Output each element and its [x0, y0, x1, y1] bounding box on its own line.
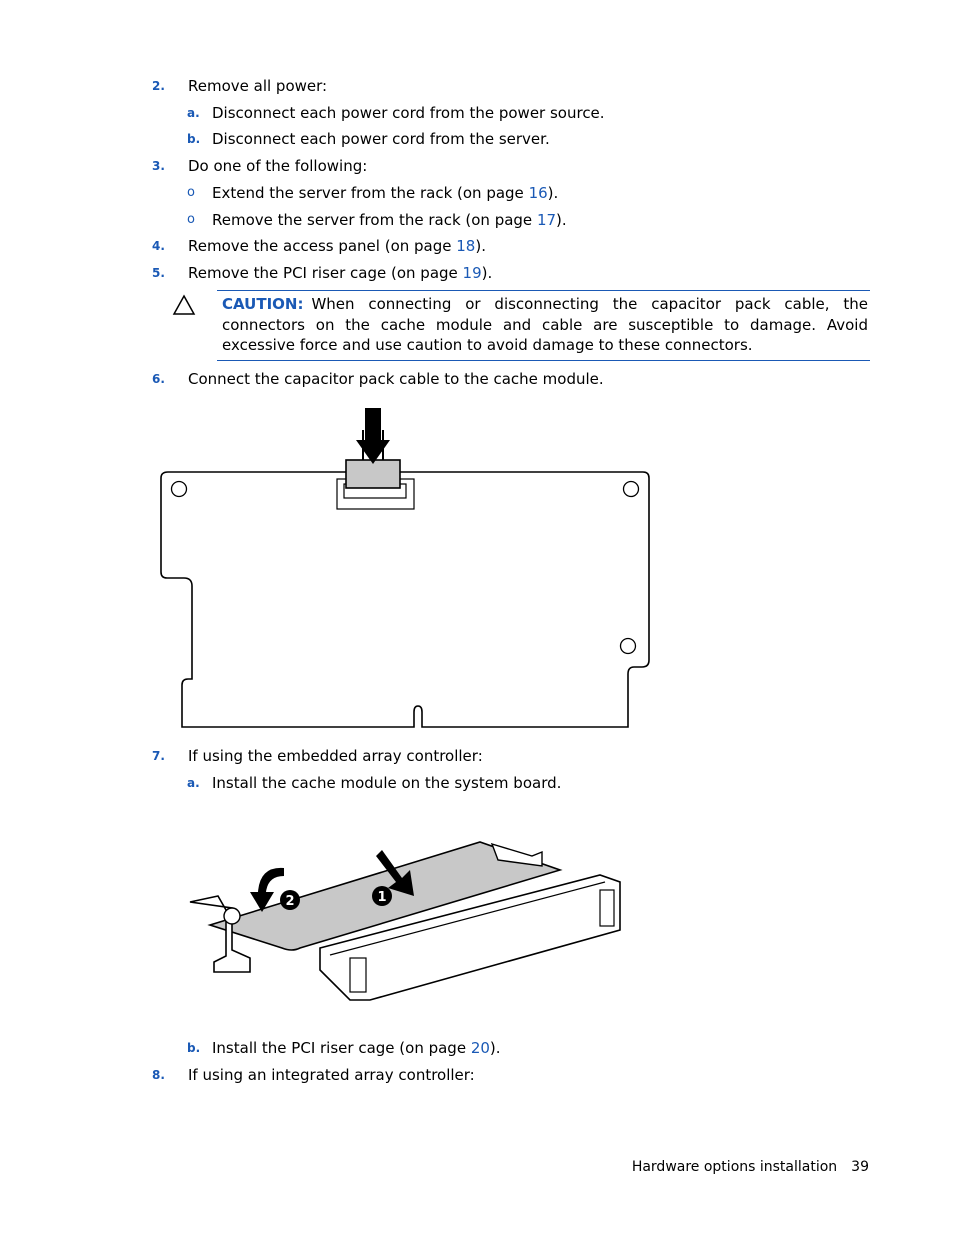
step-number: 6. [152, 372, 165, 386]
page-link[interactable]: 20 [470, 1039, 490, 1057]
caution-label: CAUTION: [222, 295, 304, 313]
arrow-down-icon [356, 408, 390, 464]
mounting-hole [621, 639, 636, 654]
step-number: 8. [152, 1068, 165, 1082]
substep-text: Disconnect each power cord from the server. [212, 130, 550, 148]
step-number: 7. [152, 749, 165, 763]
step-text: Do one of the following: [188, 157, 368, 175]
substep-letter: b. [187, 1041, 201, 1055]
caution-triangle-icon [172, 294, 196, 316]
step-text: Remove the access panel (on page 18). [188, 237, 486, 255]
substep-letter: a. [187, 776, 200, 790]
svg-text:1: 1 [377, 890, 387, 905]
page-link[interactable]: 17 [536, 211, 557, 229]
step-text: Remove the PCI riser cage (on page 19). [188, 264, 493, 282]
board-outline [161, 472, 649, 727]
step-number: 4. [152, 239, 165, 253]
substep-letter: a. [187, 106, 200, 120]
page-link[interactable]: 19 [462, 264, 482, 282]
cache-module-board-figure [150, 400, 660, 735]
step-text: If using an integrated array controller: [188, 1066, 475, 1084]
substep-text: Remove the server from the rack (on page 17). [212, 211, 567, 229]
mounting-hole [172, 482, 187, 497]
cache-module-install-figure [180, 830, 630, 1010]
step-text: If using the embedded array controller: [188, 747, 483, 765]
step-number: 5. [152, 266, 165, 280]
caution-text: CAUTION: When connecting or disconnecting the capacitor pack cable, the connectors on the cache module and cable are susceptible to damage. Avoid excessive force and use caution to avoid damage to these connectors. [222, 295, 868, 354]
mounting-hole [624, 482, 639, 497]
substep-text: Install the cache module on the system board. [212, 774, 562, 792]
substep-text: Extend the server from the rack (on page 16). [212, 184, 559, 202]
substep-text: Install the PCI riser cage (on page 20). [212, 1039, 501, 1057]
svg-text:2: 2 [285, 894, 295, 909]
capacitor-cable-plug [346, 460, 400, 488]
list-bullet: o [187, 212, 195, 227]
page-footer [632, 1157, 869, 1177]
footer-section: Hardware options installation [631, 1159, 838, 1175]
substep-text: Disconnect each power cord from the power source. [212, 104, 605, 122]
list-bullet: o [187, 185, 195, 200]
page-link[interactable]: 16 [528, 184, 548, 202]
substep-letter: b. [187, 132, 201, 146]
page-link[interactable]: 18 [456, 237, 476, 255]
step-number: 2. [152, 79, 165, 93]
step-text: Remove all power: [188, 77, 328, 95]
page-number: 39 [851, 1159, 869, 1175]
step-text: Connect the capacitor pack cable to the cache module. [188, 370, 604, 388]
step-number: 3. [152, 159, 165, 173]
